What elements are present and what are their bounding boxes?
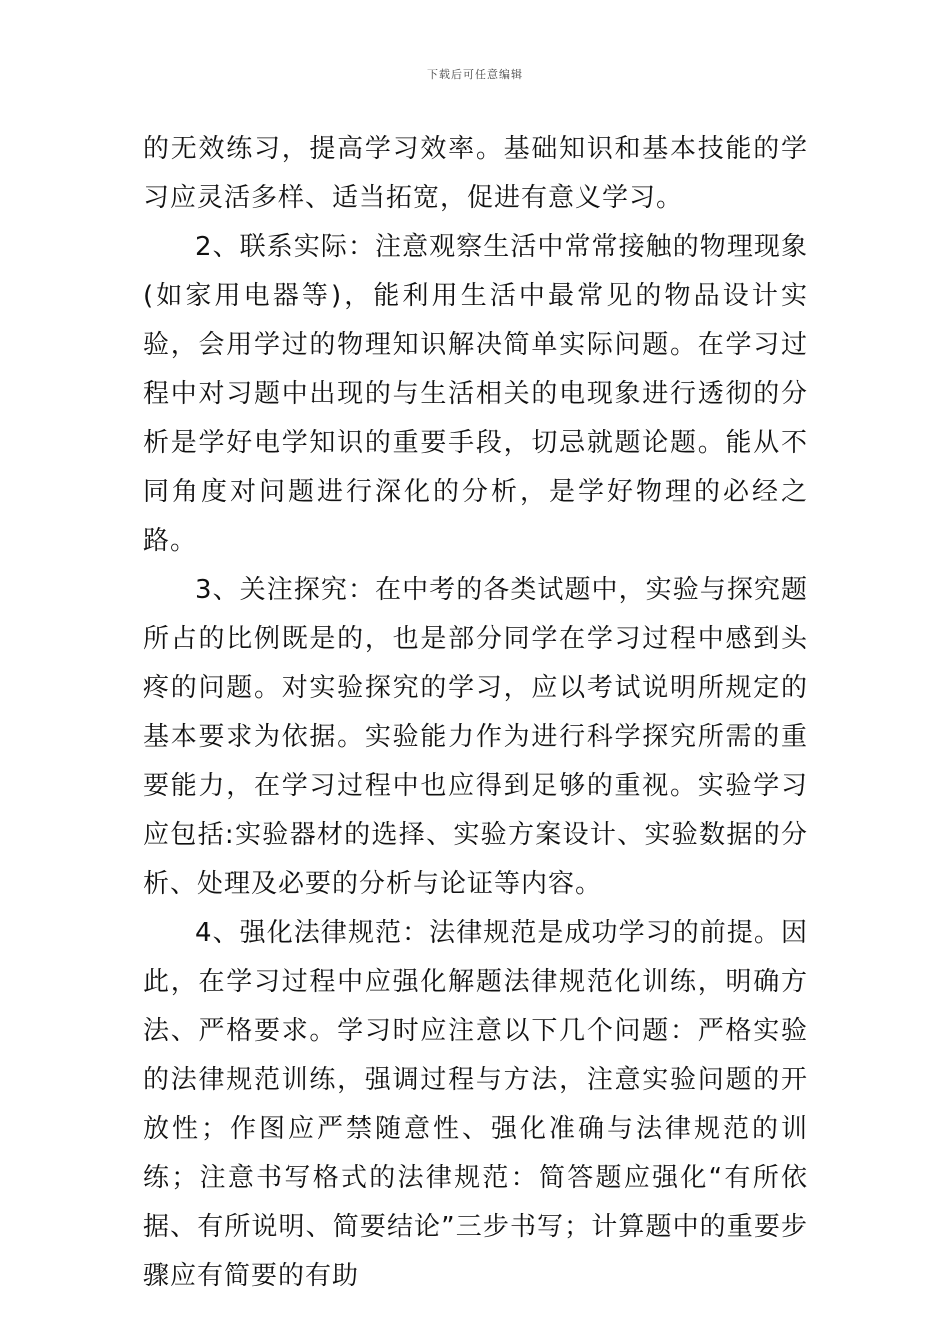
paragraph-3-inquiry: 3、关注探究：在中考的各类试题中，实验与探究题所占的比例既是的，也是部分同学在学习过程中感到头疼的问题。对实验探究的学习，应以考试说明所规定的基本要求为依据。实验能力作为进行科学探究所需的重要能力，在学习过程中也应得到足够的重视。实验学习应包括:实验器材的选择、实验方案设计、实验数据的分析、处理及必要的分析与论证等内容。 bbox=[143, 575, 808, 899]
paragraph-2-practice: 2、联系实际：注意观察生活中常常接触的物理现象(如家用电器等)，能利用生活中最常见的物品设计实验，会用学过的物理知识解决简单实际问题。在学习过程中对习题中出现的与生活相关的电现象进行透彻的分析是学好电学知识的重要手段，切忌就题论题。能从不同角度对问题进行深化的分析，是学好物理的必经之路。 bbox=[143, 232, 808, 556]
paragraph-continuation: 的无效练习，提高学习效率。基础知识和基本技能的学习应灵活多样、适当拓宽，促进有意义学习。 bbox=[143, 134, 808, 213]
document-body bbox=[143, 125, 808, 1301]
paragraph-4-standards: 4、强化法律规范：法律规范是成功学习的前提。因此，在学习过程中应强化解题法律规范化训练，明确方法、严格要求。学习时应注意以下几个问题：严格实验的法律规范训练，强调过程与方法，注意实验问题的开放性；作图应严禁随意性、强化准确与法律规范的训练；注意书写格式的法律规范：简答题应强化“有所依据、有所说明、简要结论”三步书写；计算题中的重要步骤应有简要的有助 bbox=[143, 918, 808, 1291]
page-header: 下载后可任意编辑 bbox=[427, 68, 523, 81]
